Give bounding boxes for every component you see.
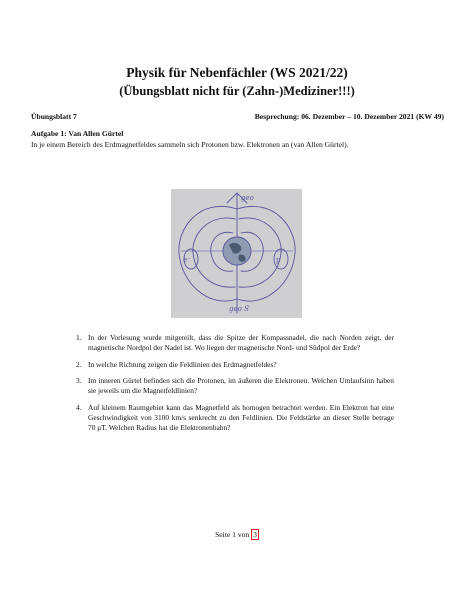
label-top: geo bbox=[241, 194, 254, 202]
question-list bbox=[76, 333, 394, 439]
van-allen-drawing bbox=[171, 189, 302, 318]
label-left: e⁻ bbox=[183, 256, 191, 264]
task-heading: Aufgabe 1: Van Allen Gürtel bbox=[31, 129, 124, 138]
total-pages-link[interactable]: 3 bbox=[253, 530, 257, 539]
question-2: 2. In welche Richtung zeigen die Feldlinien des Erdmagnetfeldes? bbox=[76, 359, 277, 369]
van-allen-sketch bbox=[171, 189, 302, 318]
page-footer-text: Seite 1 von bbox=[215, 530, 250, 539]
question-3: 3. Im inneren Gürtel befinden sich die Protonen, im äußeren die Elektronen. Welchen Umlaufsinn haben sie jeweils um die Magnetfeldlinien? bbox=[76, 376, 394, 396]
question-4: 4. Auf kleinem Raumgebiet kann das Magnetfeld als homogen betrachtet werden. Ein Elektron hat eine Geschwindigkeit von 3100 km/s senkrecht zu den Feldlinien. Die Feldstärke an dieser Stelle betrage 70 μT. Welchen Radius hat die Elektronenbahn? bbox=[76, 402, 394, 432]
question-1: 1. In der Vorlesung wurde mitgeteilt, dass die Spitze der Kompassnadel, die nach Norden zeigt, der magnetische Nordpol der Nadel ist. Wo liegen der magnetische Nord- und Südpol der Erde? bbox=[76, 333, 394, 352]
label-right: p bbox=[276, 256, 281, 264]
page-footer bbox=[0, 529, 474, 540]
sheet-number: Übungsblatt 7 bbox=[31, 112, 77, 121]
page-subtitle: (Übungsblatt nicht für (Zahn-)Mediziner!!!) bbox=[119, 84, 355, 98]
task-intro: In je einem Bereich des Erdmagnetfeldes sammeln sich Protonen bzw. Elektronen an (van Allen Gürtel). bbox=[31, 140, 349, 149]
discussion-date: Besprechung: 06. Dezember – 10. Dezember 2021 (KW 49) bbox=[254, 112, 444, 121]
page-title: Physik für Nebenfächler (WS 2021/22) bbox=[126, 65, 348, 80]
label-bottom: geo S bbox=[229, 305, 249, 313]
